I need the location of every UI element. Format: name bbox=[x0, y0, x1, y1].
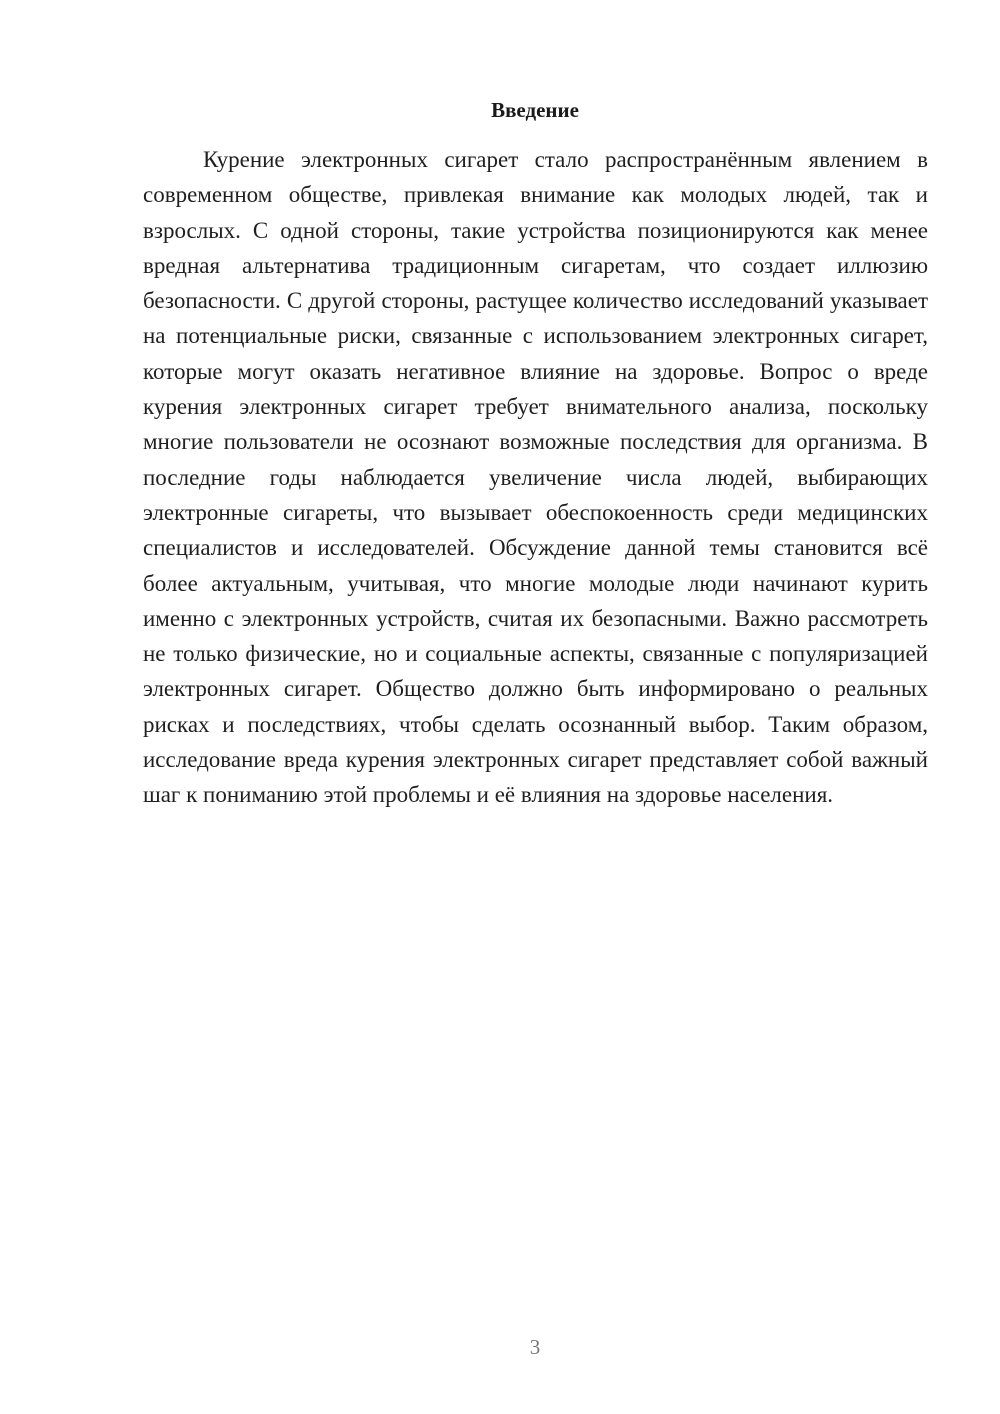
page-number: 3 bbox=[529, 1335, 541, 1359]
section-heading: Введение bbox=[491, 98, 579, 122]
body-paragraph: Курение электронных сигарет стало распространённым явлением в современном обществе, привлекая внимание как молодых людей, так и взрослых. С одной стороны, такие устройства позиционируются как менее вредная альтернатива традиционным сигаретам, что создает иллюзию безопасности. С другой стороны, растущее количество исследований указывает на потенциальные риски, связанные с использованием электронных сигарет, которые могут оказать негативное влияние на здоровье. Вопрос о вреде курения электронных сигарет требует внимательного анализа, поскольку многие пользователи не осознают возможные последствия для организма. В последние годы наблюдается увеличение числа людей, выбирающих электронные сигареты, что вызывает обеспокоенность среди медицинских специалистов и исследователей. Обсуждение данной темы становится всё более актуальным, учитывая, что многие молодые люди начинают курить именно с электронных устройств, считая их безопасными. Важно рассмотреть не только физические, но и социальные аспекты, связанные с популяризацией электронных сигарет. Общество должно быть информировано о реальных рисках и последствиях, чтобы сделать осознанный выбор. Таким образом, исследование вреда курения электронных сигарет представляет собой важный шаг к пониманию этой проблемы и её влияния на здоровье населения. bbox=[143, 147, 928, 808]
